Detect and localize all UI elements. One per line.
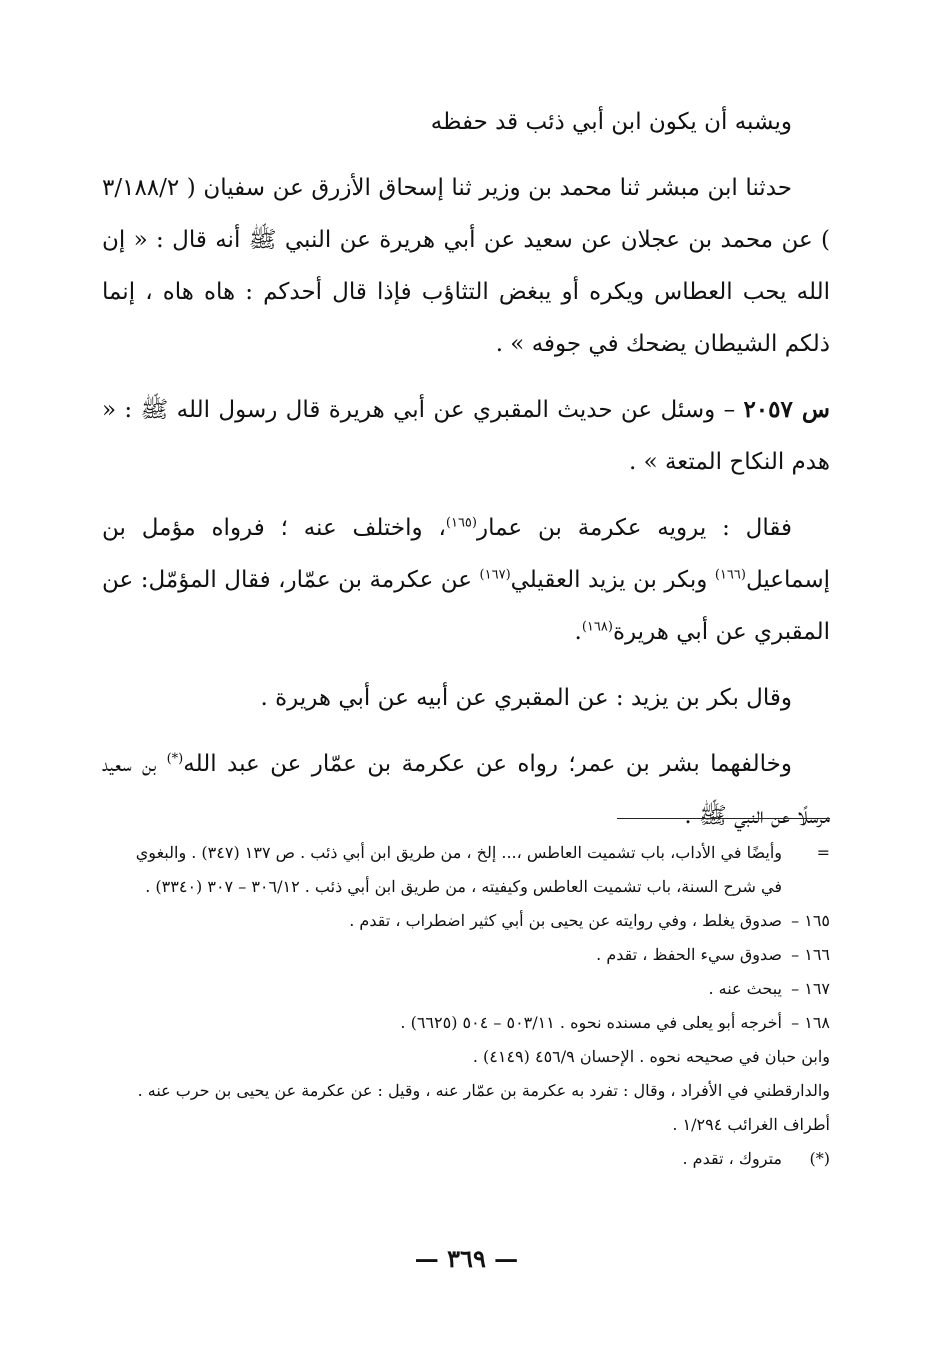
footnote-ref-165: (١٦٥) — [445, 515, 477, 531]
question-number: س ٢٠٥٧ — [743, 396, 830, 423]
footnote-ref-167: (١٦٧) — [479, 567, 511, 583]
footnote-165-text: صدوق يغلط ، وفي روايته عن يحيى بن أبي كثير اضطراب ، تقدم . — [349, 911, 782, 930]
p4-text-c: وبكر بن يزيد العقيلي — [510, 567, 715, 593]
footnote-star — [115, 1142, 830, 1176]
footnote-ref-star: (*) — [166, 751, 184, 767]
p4-text-a: فقال : يرويه عكرمة بن عمار — [477, 515, 792, 541]
footnote-continued-text: وأيضًا في الأداب، باب تشميت العاطس ،... إلخ ، من طريق ابن أبي ذئب . ص ١٣٧ (٣٤٧) . والبغوي في شرح السنة، باب تشميت العاطس وكيفيته ، من طريق ابن أبي ذئب . ٣٠٦/١٢ – ٣٠٧ (٣٣٤٠) . — [135, 843, 782, 896]
p4-text-e: . — [574, 619, 582, 645]
p6-text-b: بن سعيد مرسلًا عن النبي ﷺ . — [102, 751, 830, 829]
footnote-continued-marker: = — [816, 843, 830, 862]
p6-text-a: وخالفهما بشر بن عمر؛ رواه عن عكرمة بن عمّار عن عبد الله — [183, 751, 792, 777]
footnote-continued — [115, 836, 830, 904]
footnote-star-marker: (*) — [809, 1149, 830, 1168]
footnote-168-number: ١٦٨ – — [791, 1013, 830, 1032]
footnote-167 — [115, 972, 830, 1006]
paragraph-6 — [102, 738, 830, 842]
footnote-168-line-2: وابن حبان في صحيحه نحوه . الإحسان ٤٥٦/٩ (٤١٤٩) . — [472, 1047, 830, 1066]
footnote-167-number: ١٦٧ – — [791, 979, 830, 998]
page-number: — ٣٦٩ — — [414, 1244, 519, 1273]
footnote-ref-166: (١٦٦) — [714, 567, 746, 583]
footnote-166-text: صدوق سيء الحفظ ، تقدم . — [596, 945, 782, 964]
footnote-166-number: ١٦٦ – — [791, 945, 830, 964]
footnote-ref-168: (١٦٨) — [581, 619, 613, 635]
paragraph-4 — [102, 502, 830, 658]
footnote-167-text: يبحث عنه . — [708, 979, 782, 998]
question-text: – وسئل عن حديث المقبري عن أبي هريرة قال رسول الله ﷺ : « هدم النكاح المتعة » . — [102, 397, 830, 475]
footnote-165-number: ١٦٥ – — [791, 911, 830, 930]
footnote-166 — [115, 938, 830, 972]
main-text — [102, 96, 830, 856]
p4-text-d: عن عكرمة بن عمّار، فقال المؤمّل: عن المقبري عن أبي هريرة — [102, 567, 830, 645]
paragraph-question — [102, 384, 830, 488]
footnote-168 — [115, 1006, 830, 1040]
paragraph-5: وقال بكر بن يزيد : عن المقبري عن أبيه عن أبي هريرة . — [260, 685, 792, 711]
paragraph-2: حدثنا ابن مبشر ثنا محمد بن وزير ثنا إسحاق الأزرق عن سفيان ( ٣/١٨٨/٢ ) عن محمد بن عجلان عن سعيد عن أبي هريرة عن النبي ﷺ أنه قال : « إن الله يحب العطاس ويكره أو يبغض التثاؤب فإذا قال أحدكم : هاه هاه ، إنما ذلكم الشيطان يضحك في جوفه » . — [102, 175, 830, 357]
paragraph-1: ويشبه أن يكون ابن أبي ذئب قد حفظه — [430, 109, 792, 135]
footnote-165 — [115, 904, 830, 938]
footnote-separator — [617, 818, 830, 819]
footnote-168-line-3: والدارقطني في الأفراد ، وقال : تفرد به عكرمة بن عمّار عنه ، وقيل : عن عكرمة عن يحيى بن حرب عنه . أطراف الغرائب ١/٢٩٤ . — [137, 1081, 830, 1134]
p4-text-b: ، واختلف عنه ؛ فرواه مؤمل بن إسماعيل — [102, 515, 830, 593]
footnotes — [115, 836, 830, 1176]
footnote-star-text: متروك ، تقدم . — [682, 1149, 782, 1168]
footnote-168-text: أخرجه أبو يعلى في مسنده نحوه . ٥٠٣/١١ – ٥٠٤ (٦٦٢٥) . — [400, 1013, 782, 1032]
